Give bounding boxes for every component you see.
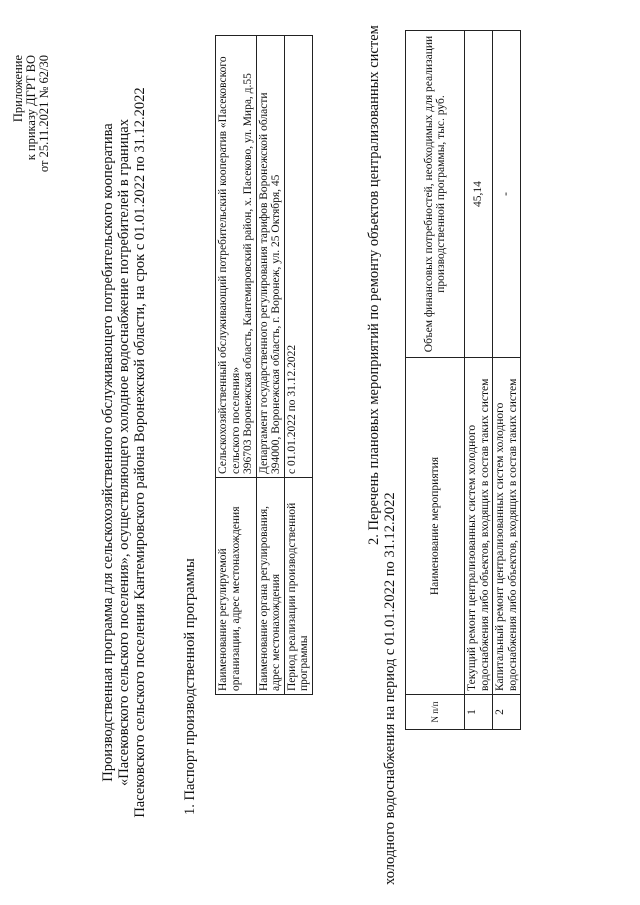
table-row bbox=[284, 36, 312, 695]
row-volume: 45,14 bbox=[465, 31, 493, 358]
passport-value-line: 396703 Воронежская область, Кантемировский район, х. Пасеково, ул. Мира, д.55 bbox=[242, 73, 254, 474]
passport-value bbox=[284, 36, 312, 478]
title-line-1: Производственная программа для сельскохозяйственного обслуживающего потребительского кооператива bbox=[100, 123, 116, 782]
appendix-line-3: от 25.11.2021 № 62/30 bbox=[37, 55, 51, 173]
header-volume: Объем финансовых потребностей, необходимых для реализации производственной программы, тыс. руб. bbox=[406, 31, 465, 358]
passport-value-line: Департамент государственного регулирования тарифов Воронежской области bbox=[257, 92, 270, 474]
passport-label: Период реализации производственной программы bbox=[284, 478, 312, 695]
row-name: Текущий ремонт централизованных систем холодного водоснабжения либо объектов, входящих в состав таких систем bbox=[465, 358, 493, 695]
title-line-2: «Пасековского сельского поселения», осуществляющего холодное водоснабжение потребителей в границах bbox=[116, 119, 132, 786]
passport-value bbox=[216, 36, 257, 478]
events-table bbox=[405, 30, 521, 730]
passport-label: Наименование органа регулирования, адрес местонахождения bbox=[256, 478, 284, 695]
passport-value-line: с 01.01.2022 по 31.12.2022 bbox=[285, 344, 298, 474]
appendix-note bbox=[12, 55, 51, 172]
passport-value-line: 394000, Воронежская область, г. Воронеж, ул. 25 Октября, 45 bbox=[270, 174, 282, 474]
row-num: 1 bbox=[465, 695, 493, 730]
row-volume: - bbox=[493, 31, 521, 358]
row-num: 2 bbox=[493, 695, 521, 730]
table-row bbox=[493, 31, 521, 730]
document-title bbox=[100, 0, 148, 905]
row-name: Капитальный ремонт централизованных систем холодного водоснабжения либо объектов, входящих в состав таких систем bbox=[493, 358, 521, 695]
appendix-line-2: к приказу ДГРТ ВО bbox=[24, 55, 38, 161]
table-row bbox=[216, 36, 257, 695]
passport-table bbox=[215, 35, 313, 695]
appendix-line-1: Приложение bbox=[11, 55, 25, 123]
passport-value bbox=[256, 36, 284, 478]
header-name: Наименование мероприятия bbox=[406, 358, 465, 695]
passport-value-line: Сельскохозяйственный обслуживающий потребительский кооператив «Пасековского сельского поселения» bbox=[217, 56, 242, 474]
section-1-heading: 1. Паспорт производственной программы bbox=[182, 558, 198, 815]
section-2-heading: 2. Перечень плановых мероприятий по ремонту объектов централизованных систем холодного водоснабжения на период с 01.01.2022 по 31.12.2022 bbox=[366, 25, 398, 885]
header-num: N п/п bbox=[406, 695, 465, 730]
title-line-3: Пасековского сельского поселения Кантемировского района Воронежской области, на срок с 01.01.2022 по 31.12.2022 bbox=[132, 87, 148, 818]
table-row bbox=[256, 36, 284, 695]
table-row bbox=[465, 31, 493, 730]
passport-label: Наименование регулируемой организации, адрес местонахождения bbox=[216, 478, 257, 695]
table-header-row bbox=[406, 31, 465, 730]
